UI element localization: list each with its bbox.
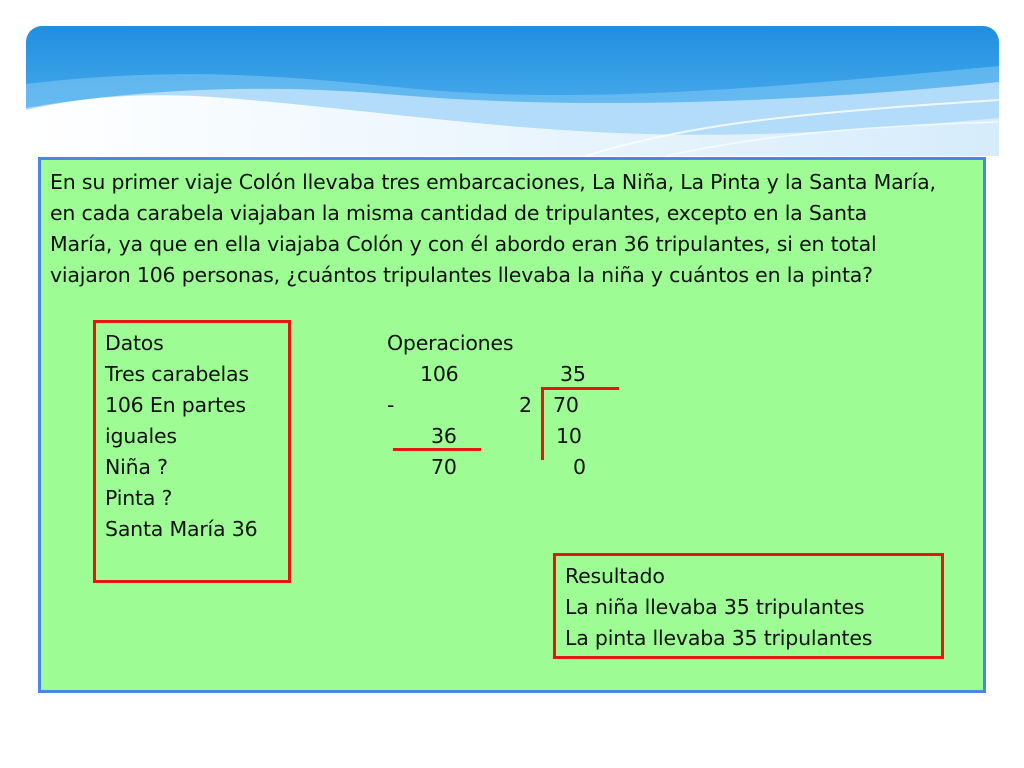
datos-item: Niña ?	[105, 455, 168, 479]
datos-item: Pinta ?	[105, 486, 173, 510]
subtraction-difference: 70	[431, 455, 457, 479]
header-banner	[26, 26, 999, 156]
division-dividend: 70	[553, 393, 579, 417]
resultado-line: La niña llevaba 35 tripulantes	[565, 595, 865, 619]
content-box	[38, 157, 986, 693]
subtraction-subtrahend: 36	[431, 424, 457, 448]
datos-item: Santa María 36	[105, 517, 258, 541]
operaciones-title: Operaciones	[387, 331, 514, 355]
division-divisor: 2	[519, 393, 532, 417]
resultado-line: La pinta llevaba 35 tripulantes	[565, 626, 873, 650]
division-step: 10	[556, 424, 582, 448]
subtraction-result-line	[393, 448, 481, 451]
subtraction-minuend: 106	[420, 362, 459, 386]
division-bracket-side	[541, 387, 544, 460]
datos-item: Tres carabelas	[105, 362, 249, 386]
problem-line: en cada carabela viajaban la misma cantidad de tripulantes, excepto en la Santa	[50, 201, 868, 225]
division-quotient: 35	[560, 362, 586, 386]
problem-statement	[50, 167, 936, 291]
datos-title: Datos	[105, 331, 164, 355]
problem-line: En su primer viaje Colón llevaba tres embarcaciones, La Niña, La Pinta y la Santa María,	[50, 170, 936, 194]
wave-decoration	[26, 26, 999, 156]
subtraction-minus-sign: -	[387, 393, 395, 417]
problem-line: viajaron 106 personas, ¿cuántos tripulantes llevaba la niña y cuántos en la pinta?	[50, 263, 873, 287]
problem-line: María, ya que en ella viajaba Colón y con él abordo eran 36 tripulantes, si en total	[50, 232, 877, 256]
datos-item: 106 En partes	[105, 393, 246, 417]
division-remainder: 0	[573, 455, 586, 479]
resultado-title: Resultado	[565, 564, 665, 588]
datos-item: iguales	[105, 424, 177, 448]
